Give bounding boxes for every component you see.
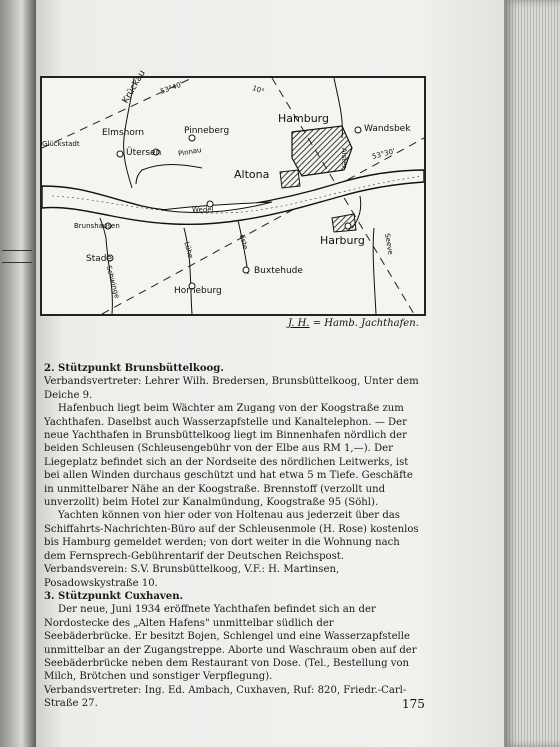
paragraph: Verbandsverein: S.V. Brunsbüttelkoog, V.F.: H. Martinsen, Posadowskystraße 10. [44, 564, 340, 589]
map-label-harburg: Harburg [320, 234, 365, 247]
map-label-coord: 53°30' [371, 147, 396, 161]
left-page-edge [0, 0, 36, 747]
map-label-este: Este [237, 233, 250, 251]
map-label-pinnau: Pinnau [177, 146, 203, 158]
map-label-elmshorn: Elmshorn [102, 128, 145, 138]
map-drawing [42, 78, 424, 314]
map-label-luehe: Lühe [182, 240, 195, 260]
map-label-schwinge: Schwinge [104, 264, 122, 300]
paragraph: Verbandsvertreter: Ing. Ed. Ambach, Cuxhaven, Ruf: 820, Friedr.-Carl-Straße 27. [44, 684, 407, 710]
map-label-hamburg: Hamburg [278, 112, 329, 125]
seeve-river [373, 228, 376, 314]
paragraph: Hafenbuch liegt beim Wächter am Zugang von der Koogstraße zum Yachthafen. Daselbst auch Wasserzapfstelle und Kanaltelephon. — Der neue Yachthafen in Brunsbüttelkoog liegt im Binnenhafen nördlich der beiden Schleusen (Schleusengebühr von der Elbe aus RM 1,—). Der Liegeplatz befindet sich an der Nordseite des nördlichen Leitwerks, ist bei allen Winden durchaus geschützt und hat etwa 5 m Tiefe. Geschäfte in unmittelbarer Nähe an der Koogstraße. Brennstoff (verzollt und unverzollt) beim Hotel zur Kanalmündung, Koogstraße 95 (Söhl). [44, 403, 413, 509]
city-dot [117, 151, 123, 157]
pinnau-river [136, 165, 202, 185]
page-stack-edge [504, 0, 560, 747]
section-heading: 3. Stützpunkt Cuxhaven. [44, 590, 184, 602]
map-label-coord: 10° [251, 84, 266, 96]
map-label-pinneberg: Pinneberg [184, 126, 230, 136]
city-dot [355, 127, 361, 133]
coord-line [102, 138, 424, 314]
altona-city [280, 170, 300, 188]
left-page-rule [2, 250, 32, 251]
page-text [44, 362, 424, 711]
map-label-altona: Altona [234, 168, 270, 181]
map-label-buxtehude: Buxtehude [254, 266, 303, 276]
map-label-brunshausen: Brunshausen [74, 222, 120, 230]
elbe-river [42, 170, 424, 224]
map-label-kruckau: Krückau [120, 68, 148, 106]
map-credit [288, 318, 419, 329]
map-label-seeve: Seeve [382, 232, 395, 256]
section-heading: 2. Stützpunkt Brunsbüttelkoog. [44, 363, 224, 374]
page-number: 175 [402, 697, 425, 711]
map-label-wedel: Wedel [192, 206, 214, 214]
credit-text: = Hamb. Jachthafen. [312, 318, 419, 329]
city-dot [345, 223, 351, 229]
map-label-wandsbek: Wandsbek [364, 124, 411, 134]
paragraph: Der neue, Juni 1934 eröffnete Yachthafen befindet sich an der Nordostecke des „Alten Hafens" unmittelbar südlich der Seebäderbrücke. Er besitzt Bojen, Schlengel und eine Wasserzapfstelle unmittelbar an der Zugangstreppe. Aborte und Waschraum oben auf der Seebäderbrücke neben dem Restaurant von Dose. (Tel., Bestellung von Milch, Brötchen und sonstiger Verpflegung). [44, 604, 417, 683]
map-label-horneburg: Horneburg [174, 286, 222, 296]
map-label-alster: Alster [340, 147, 349, 169]
city-dot [243, 267, 249, 273]
map-label-stade: Stade [86, 254, 113, 264]
map-label-uetersen: Ütersen [126, 148, 162, 158]
credit-mark: J. H. [288, 318, 310, 329]
elbe-map [40, 68, 426, 316]
map-label-coord: 53°40' [159, 80, 184, 96]
harburg-city [332, 214, 356, 232]
map-label-glueckstadt: Glückstadt [42, 140, 80, 148]
paragraph: Verbandsvertreter: Lehrer Wilh. Bredersen, Brunsbüttelkoog, Unter dem Deiche 9. [44, 376, 419, 401]
paragraph: Yachten können von hier oder von Holtenau aus jederzeit über das Schiffahrts-Nachrichten-Büro auf der Schleusenmole (H. Rose) kostenlos bis Hamburg gemeldet werden; von dort weiter in die Wohnung nach dem Fernsprech-Gebührentarif der Deutschen Reichspost. [44, 510, 419, 562]
left-page-rule [2, 262, 32, 263]
